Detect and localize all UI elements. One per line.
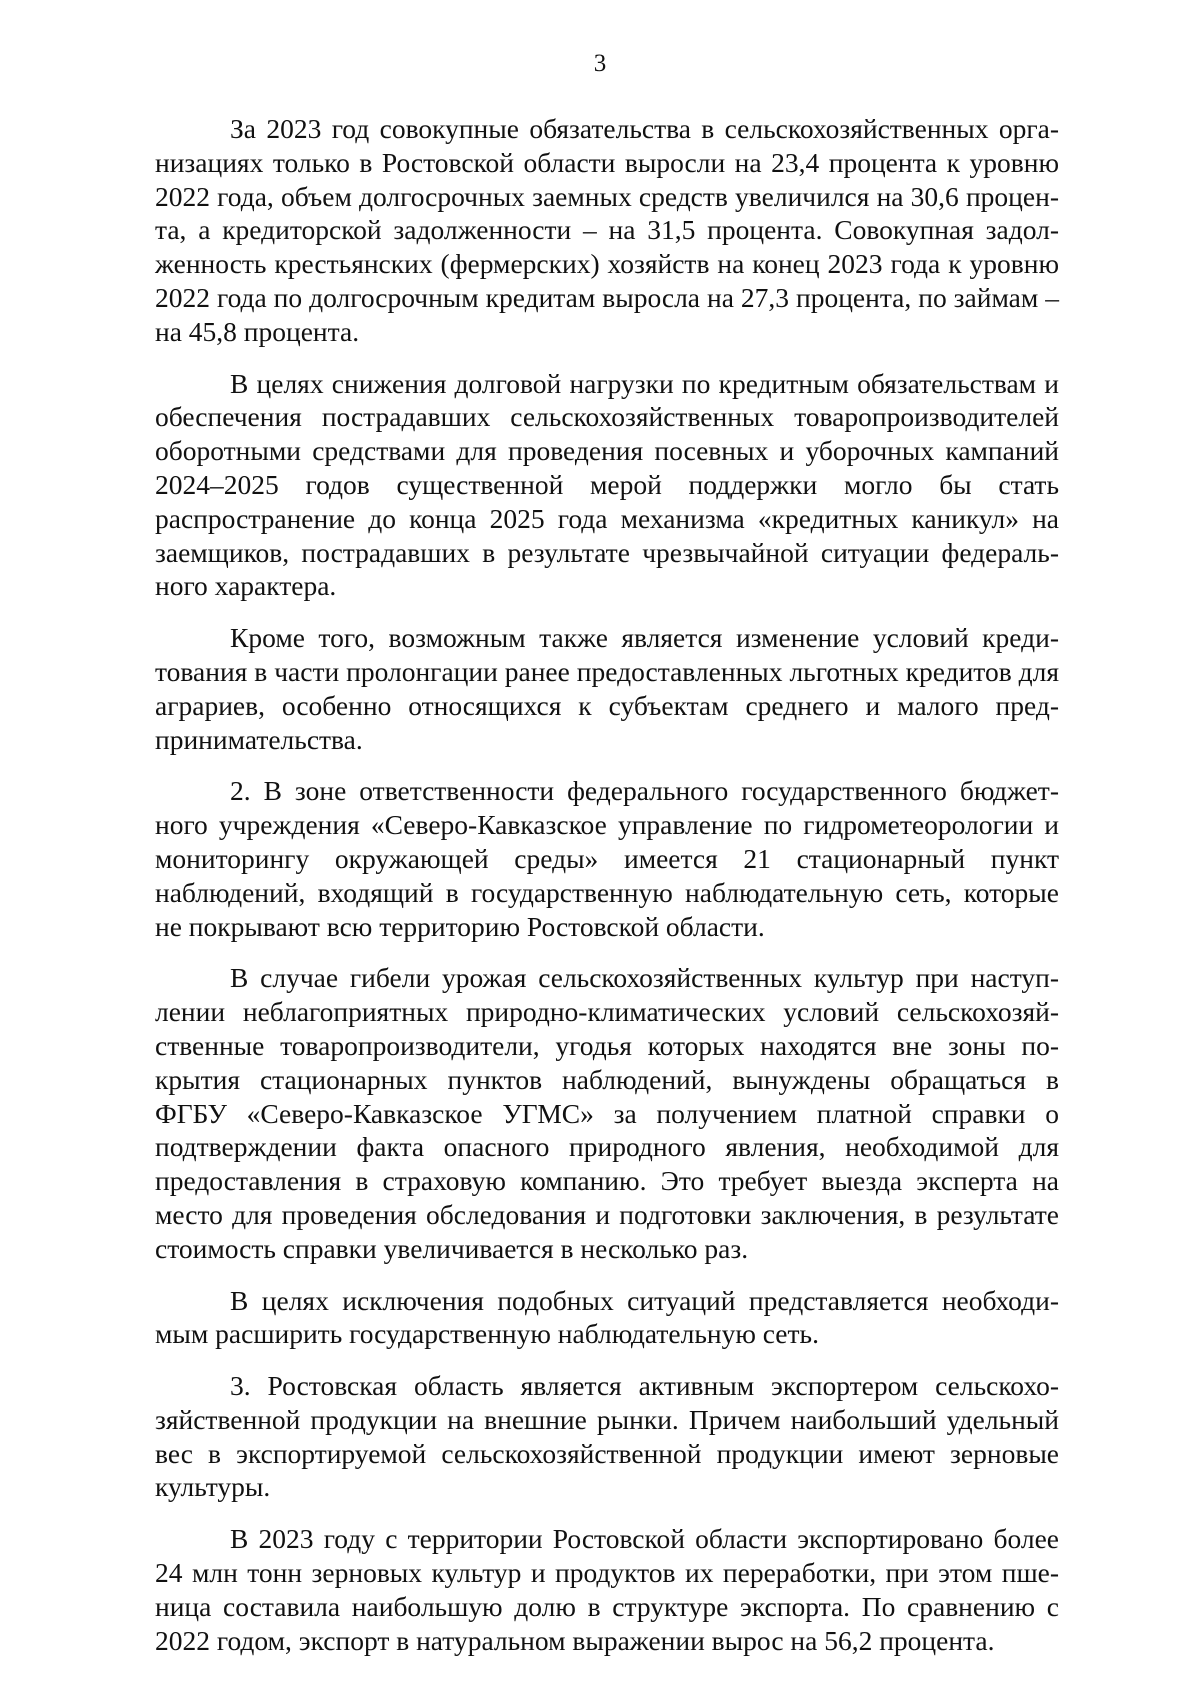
page-number: 3 xyxy=(593,50,607,77)
paragraph-crop-loss-certificate: В случае гибели урожая сельскохозяйственных культур при наступлении неблагоприятных природно-климатических условий сельскохозяйственные товаропроизводители, угодья которых находятся вне зоны покрытия стационарных пунктов наблюдений, вынуждены обращаться в ФГБУ «Северо-Кавказское УГМС» за получением платной справки о подтверждении факта опасного природного явления, необходимой для предоставления в страховую компанию. Это требует выезда эксперта на место для проведения обследования и подготовки заключения, в результате стоимость справки увеличивается в несколько раз. xyxy=(155,962,1059,1264)
paragraph-expand-network: В целях исключения подобных ситуаций представляется необходимым расширить государственную наблюдательную сеть. xyxy=(155,1284,1059,1350)
paragraph-credit-holidays: В целях снижения долговой нагрузки по кредитным обязательствам и обеспечения пострадавших сельскохозяйственных товаропроизводителей оборотными средствами для проведения посевных и уборочных кампаний 2024–2025 годов существенной мерой поддержки могло бы стать распространение до конца 2025 года механизма «кредитных каникул» на заемщиков, пострадавших в результате чрезвычайной ситуации федерального характера. xyxy=(155,367,1059,602)
paragraph-loan-prolongation: Кроме того, возможным также является изменение условий кредитования в части пролонгации ранее предоставленных льготных кредитов для аграриев, особенно относящихся к субъектам среднего и малого предпринимательства. xyxy=(155,622,1059,755)
document-body xyxy=(155,112,1059,1675)
paragraph-grain-export-2023: В 2023 году с территории Ростовской области экспортировано более 24 млн тонн зерновых культур и продуктов их переработки, при этом пшеница составила наибольшую долю в структуре экспорта. По сравнению с 2022 годом, экспорт в натуральном выражении вырос на 56,2 процента. xyxy=(155,1523,1059,1656)
paragraph-liabilities-growth: За 2023 год совокупные обязательства в сельскохозяйственных организациях только в Ростовской области выросли на 23,4 процента к уровню 2022 года, объем долгосрочных заемных средств увеличился на 30,6 процента, а кредиторской задолженности – на 31,5 процента. Совокупная задолженность крестьянских (фермерских) хозяйств на конец 2023 года к уровню 2022 года по долгосрочным кредитам выросла на 27,3 процента, по займам – на 45,8 процента. xyxy=(155,113,1059,347)
paragraph-observation-network: 2. В зоне ответственности федерального государственного бюджетного учреждения «Северо-Кавказское управление по гидрометеорологии и мониторингу окружающей среды» имеется 21 стационарный пункт наблюдений, входящий в государственную наблюдательную сеть, которые не покрывают всю территорию Ростовской области. xyxy=(155,775,1059,942)
paragraph-agricultural-export: 3. Ростовская область является активным экспортером сельскохозяйственной продукции на внешние рынки. Причем наибольший удельный вес в экспортируемой сельскохозяйственной продукции имеют зерновые культуры. xyxy=(155,1370,1059,1503)
